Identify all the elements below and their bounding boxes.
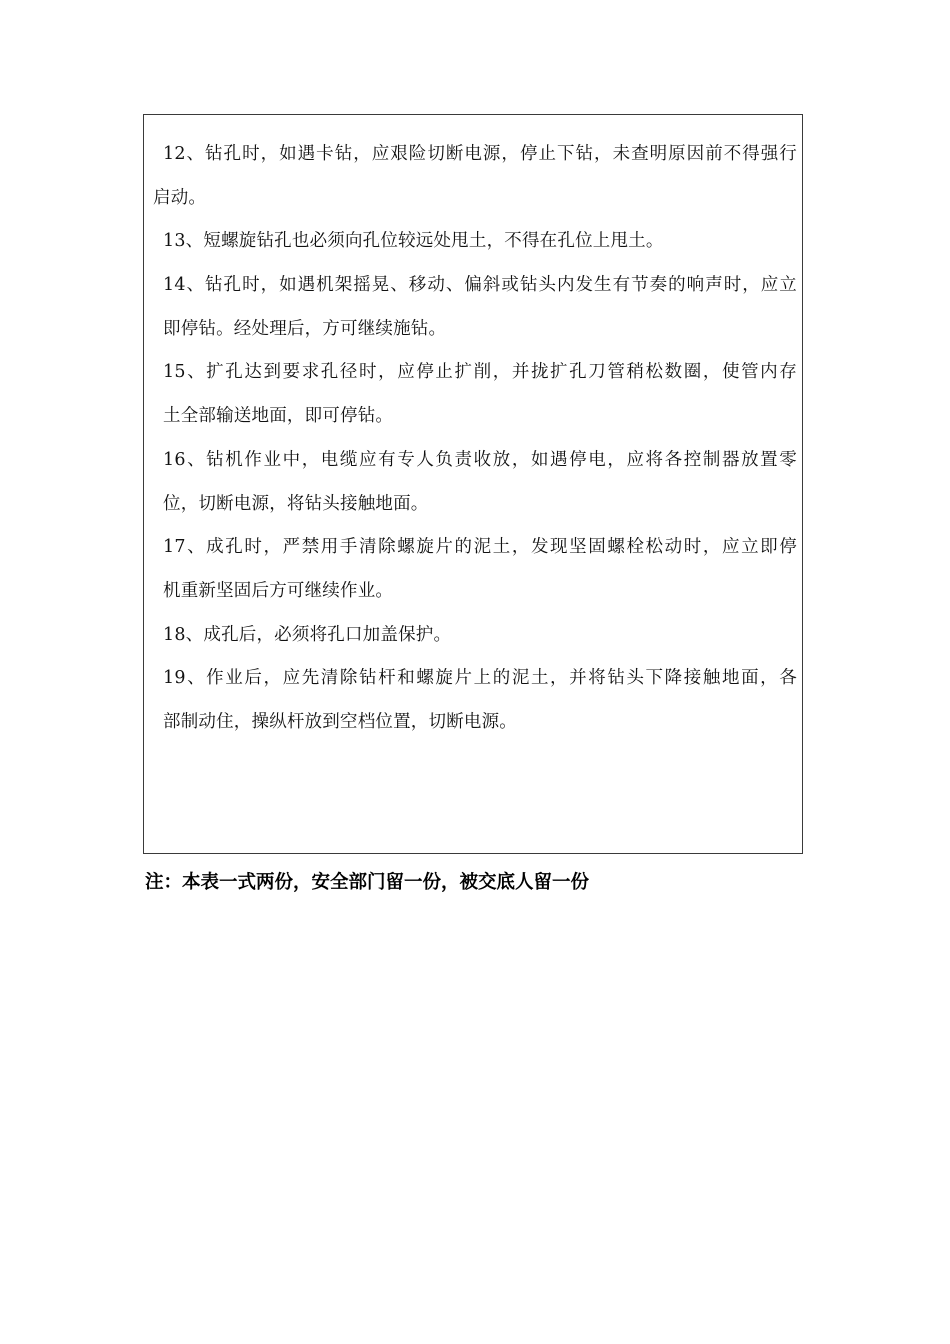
rule-15-line-2: 土全部输送地面，即可停钻。 (163, 406, 394, 427)
rule-12-line-1: 12、钻孔时，如遇卡钻，应艰险切断电源，停止下钻，未查明原因前不得强行 (163, 144, 797, 164)
rule-12-line-2: 启动。 (153, 187, 207, 208)
rule-17-line-1: 17、成孔时，严禁用手清除螺旋片的泥土，发现坚固螺栓松动时，应立即停 (163, 537, 797, 558)
rule-14-line-2: 即停钻。经处理后，方可继续施钻。 (163, 318, 447, 339)
rule-14-line-1: 14、钻孔时，如遇机架摇晃、移动、偏斜或钻头内发生有节奏的响声时，应立 (163, 275, 797, 296)
rule-15-line-1: 15、扩孔达到要求孔径时，应停止扩削，并拢扩孔刀管稍松数圈，使管内存 (163, 362, 797, 383)
rule-19-line-2: 部制动住，操纵杆放到空档位置，切断电源。 (163, 711, 517, 732)
rule-13-line-1: 13、短螺旋钻孔也必须向孔位较远处甩土，不得在孔位上甩土。 (163, 231, 664, 252)
rule-16-line-1: 16、钻机作业中，电缆应有专人负责收放，如遇停电，应将各控制器放置零 (163, 449, 797, 470)
rule-18-line-1: 18、成孔后，必须将孔口加盖保护。 (163, 624, 452, 645)
rule-19-line-1: 19、作业后，应先清除钻杆和螺旋片上的泥土，并将钻头下降接触地面，各 (163, 668, 797, 689)
footer-note: 注：本表一式两份，安全部门留一份，被交底人留一份 (145, 872, 590, 893)
safety-rules-list (153, 133, 797, 745)
rule-17-line-2: 机重新坚固后方可继续作业。 (163, 580, 394, 601)
safety-briefing-table-cell (143, 114, 803, 854)
rule-16-line-2: 位，切断电源，将钻头接触地面。 (163, 493, 429, 514)
